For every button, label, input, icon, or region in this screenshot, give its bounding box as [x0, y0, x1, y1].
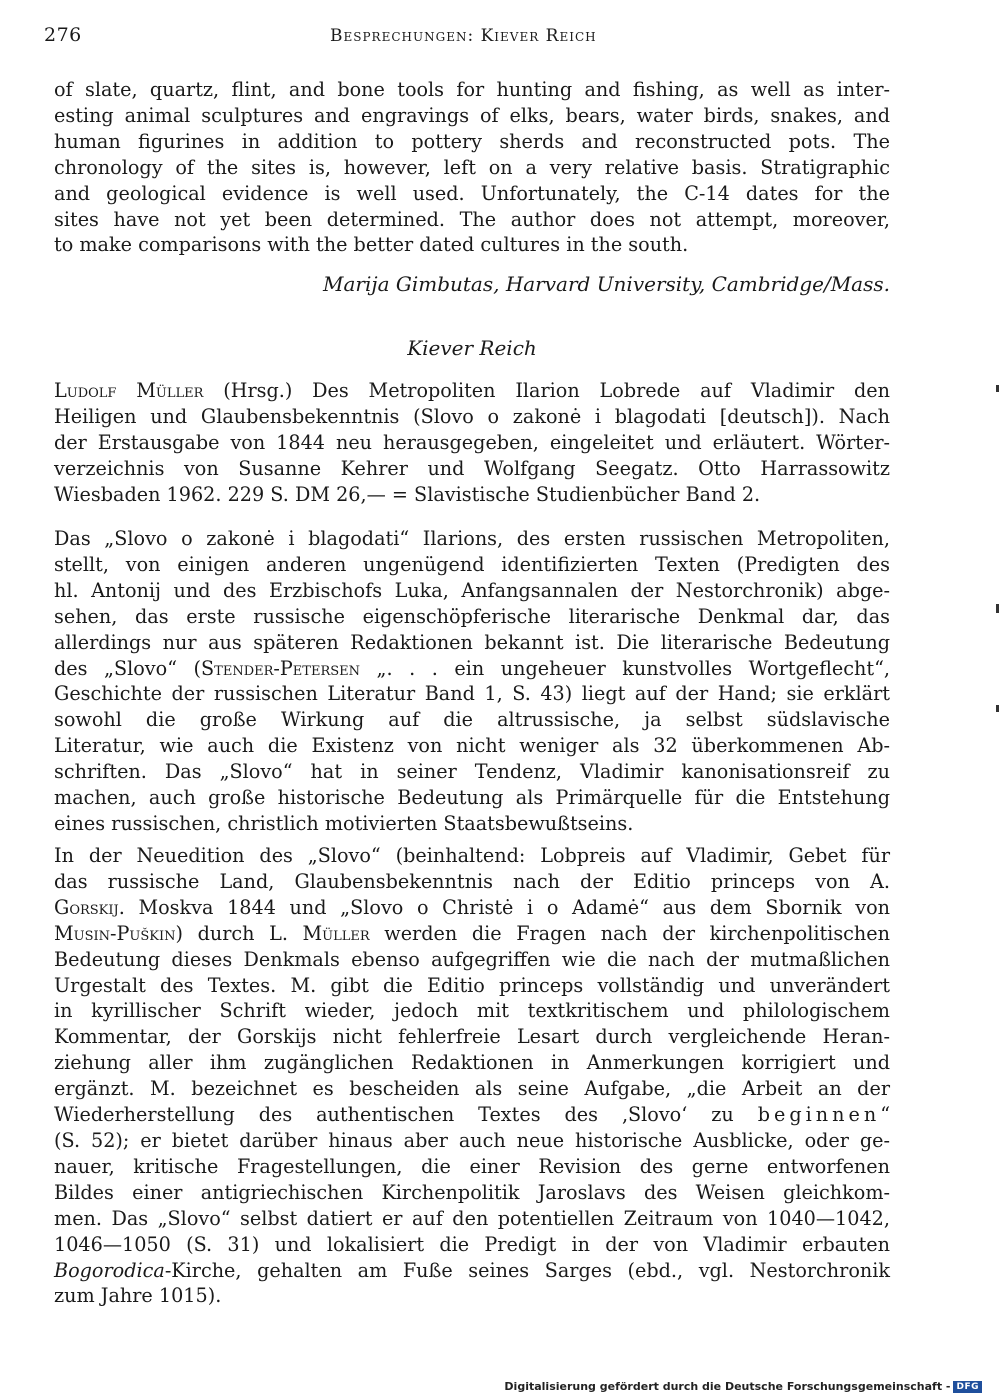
text-line: Bogorodica-Kirche, gehalten am Fuße seines Sarges (ebd., vgl. Nestorchronik [54, 1258, 890, 1282]
text-line: (S. 52); er bietet darüber hinaus aber auch neue historische Ausblicke, oder ge- [54, 1128, 890, 1152]
section-title: Kiever Reich [407, 336, 537, 360]
text-line: Musin-Puškin) durch L. Müller werden die Fragen nach der kirchenpolitischen [54, 921, 890, 945]
text-line: men. Das „Slovo“ selbst datiert er auf den potentiellen Zeitraum von 1040—1042, [54, 1206, 890, 1230]
citation-line: der Erstausgabe von 1844 neu herausgegeben, eingeleitet und erläutert. Wörter- [54, 430, 890, 454]
text-line: 1046—1050 (S. 31) und lokalisiert die Predigt in der von Vladimir erbauten [54, 1232, 890, 1256]
text-line: machen, auch große historische Bedeutung als Primärquelle für die Entstehung [54, 786, 890, 810]
text-line: des „Slovo“ (Stender-Petersen „. . . ein ungeheuer kunstvolles Wortgeflecht“, [54, 656, 890, 680]
text-line: schriften. Das „Slovo“ hat in seiner Tendenz, Vladimir kanonisationsreif zu [54, 760, 890, 784]
cited-author: Musin-Puškin [54, 921, 176, 945]
text-line: of slate, quartz, flint, and bone tools for hunting and fishing, as well as inter- [54, 78, 890, 101]
citation-line: Heiligen und Glaubensbekenntnis (Slovo o zakonė i blagodati [deutsch]). Nach [54, 404, 890, 428]
text-line: Urgestalt des Textes. M. gibt die Editio princeps vollständig und unverändert [54, 973, 890, 997]
page-number: 276 [44, 24, 82, 46]
scan-edge-mark [996, 604, 999, 613]
digitization-footer [504, 1380, 982, 1393]
text-line: zum Jahre 1015). [54, 1284, 222, 1308]
text-line: ergänzt. M. bezeichnet es bescheiden als seine Aufgabe, „die Arbeit an der [54, 1077, 890, 1101]
cited-author: Stender-Petersen [201, 656, 361, 680]
text-line: sowohl die große Wirkung auf die altrussische, ja selbst südslavische [54, 708, 890, 732]
citation-line: Ludolf Müller (Hrsg.) Des Metropoliten Ilarion Lobrede auf Vladimir den [54, 379, 890, 402]
text-line: allerdings nur aus späteren Redaktionen bekannt ist. Die literarische Bedeutung [54, 630, 890, 654]
book-citation [54, 378, 890, 508]
citation-line: Wiesbaden 1962. 229 S. DM 26,— = Slavistische Studienbücher Band 2. [54, 482, 761, 506]
text-line: sites have not yet been determined. The author does not attempt, moreover, [54, 207, 890, 231]
text-line: human figurines in addition to pottery sherds and reconstructed pots. The [54, 129, 890, 153]
cited-author: Müller [302, 921, 370, 945]
text-line: Geschichte der russischen Literatur Band 1, S. 43) liegt auf der Hand; sie erklärt [54, 682, 890, 706]
text-line: in kyrillischer Schrift wieder, jedoch mit textkritischem und philologischem [54, 999, 890, 1023]
text-line: Literatur, wie auch die Existenz von nicht weniger als 32 überkommenen Ab- [54, 734, 890, 758]
text-line: sehen, das erste russische eigenschöpferische literarische Denkmal dar, das [54, 604, 890, 628]
paragraph-1 [54, 526, 890, 837]
text-line: and geological evidence is well used. Unfortunately, the C-14 dates for the [54, 181, 890, 205]
text-line: Bildes einer antigriechischen Kirchenpolitik Jaroslavs des Weisen gleichkom- [54, 1180, 890, 1204]
text-line: Gorskij. Moskva 1844 und „Slovo o Christė i o Adamė“ aus dem Sbornik von [54, 895, 890, 919]
text-line: esting animal sculptures and engravings of elks, bears, water birds, snakes, and [54, 103, 890, 127]
citation-line: verzeichnis von Susanne Kehrer und Wolfgang Seegatz. Otto Harrassowitz [54, 456, 890, 480]
scan-edge-mark [996, 705, 999, 712]
text-line: chronology of the sites is, however, left on a very relative basis. Stratigraphic [54, 155, 890, 179]
text-line: stellt, von einigen anderen ungenügend identifizierten Texten (Predigten des [54, 552, 890, 576]
footer-text: Digitalisierung gefördert durch die Deutsche Forschungsgemeinschaft - [504, 1380, 951, 1393]
text-line: In der Neuedition des „Slovo“ (beinhaltend: Lobpreis auf Vladimir, Gebet für [54, 844, 890, 867]
text-line: Bedeutung dieses Denkmals ebenso aufgegriffen wie die nach der mutmaßlichen [54, 947, 890, 971]
text-line: hl. Antonij und des Erzbischofs Luka, Anfangsannalen der Nestorchronik) abge- [54, 578, 890, 602]
previous-review-text [54, 77, 890, 258]
text-line: nauer, kritische Fragestellungen, die einer Revision des gerne entworfenen [54, 1154, 890, 1178]
text-line: to make comparisons with the better dated cultures in the south. [54, 233, 689, 257]
dfg-logo: DFG [953, 1381, 982, 1393]
text-line: ziehung aller ihm zugänglichen Redaktionen in Anmerkungen korrigiert und [54, 1051, 890, 1075]
cited-author: Gorskij [54, 895, 119, 919]
reviewer-signature: Marija Gimbutas, Harvard University, Cambridge/Mass. [323, 272, 890, 296]
text-line: Kommentar, der Gorskijs nicht fehlerfreie Lesart durch vergleichende Heran- [54, 1025, 890, 1049]
text-line: das russische Land, Glaubensbekenntnis nach der Editio princeps von A. [54, 869, 890, 893]
italic-term: Bogorodica [54, 1258, 165, 1282]
scan-edge-mark [996, 385, 999, 392]
author-name: Ludolf Müller [54, 379, 204, 402]
text-line: Das „Slovo o zakonė i blagodati“ Ilarions, des ersten russischen Metropoliten, [54, 527, 890, 550]
text-line: Wiederherstellung des authentischen Textes des ‚Slovo‘ zu beginnen“ [54, 1103, 890, 1127]
paragraph-2 [54, 843, 890, 1309]
spaced-emphasis: beginnen [757, 1103, 881, 1127]
text-line: eines russischen, christlich motivierten Staatsbewußtseins. [54, 811, 634, 835]
running-head: Besprechungen: Kiever Reich [330, 26, 597, 46]
